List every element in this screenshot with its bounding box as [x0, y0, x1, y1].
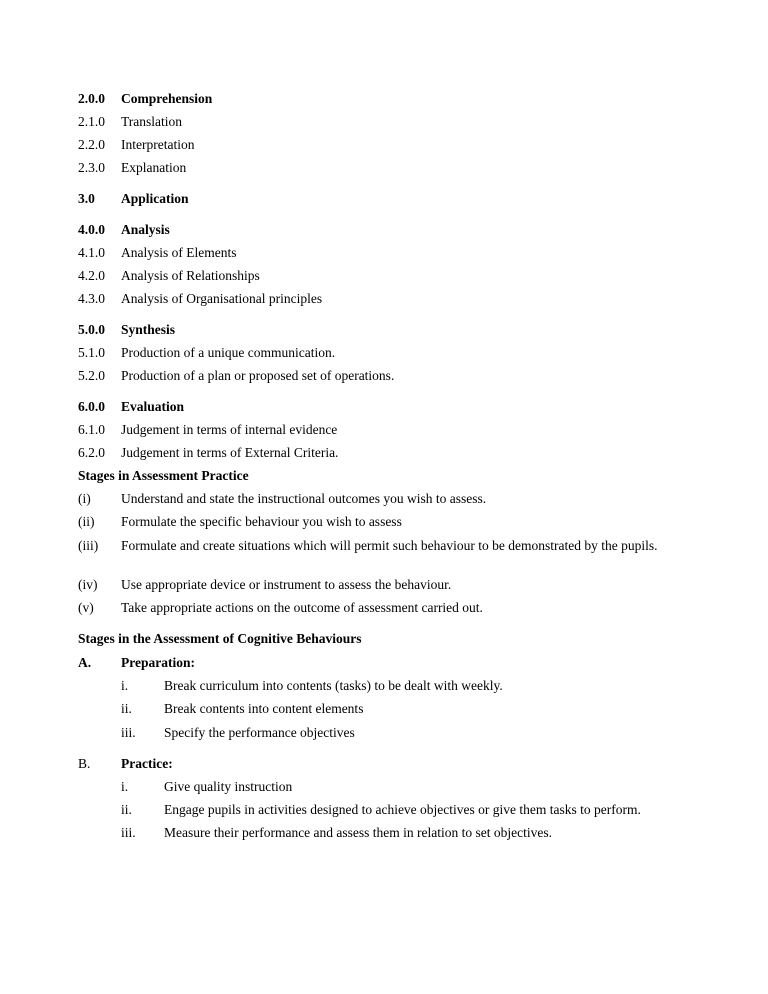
item-number: iii. [121, 825, 136, 840]
taxonomy-row [78, 160, 698, 176]
item-number: i. [121, 779, 129, 794]
stage-number: (iv) [78, 577, 98, 592]
row-text: Explanation [121, 160, 187, 175]
item-text: Give quality instruction [164, 779, 293, 794]
taxonomy-row [78, 114, 698, 130]
row-text: Application [121, 191, 189, 206]
row-text: Analysis of Organisational principles [121, 291, 323, 306]
stage-number: (i) [78, 491, 91, 506]
stage-number: (v) [78, 600, 94, 615]
row-text: Judgement in terms of External Criteria. [121, 445, 339, 460]
row-text: Analysis of Relationships [121, 268, 260, 283]
cognitive-heading: Stages in the Assessment of Cognitive Behaviours [78, 631, 362, 646]
stage-text: Use appropriate device or instrument to assess the behaviour. [121, 577, 452, 592]
taxonomy-row [78, 222, 698, 238]
section-a-item [78, 725, 698, 741]
item-text: Specify the performance objectives [164, 725, 355, 740]
item-text: Break curriculum into contents (tasks) to be dealt with weekly. [164, 678, 503, 693]
row-text: Synthesis [121, 322, 176, 337]
row-text: Comprehension [121, 91, 213, 106]
row-text: Production of a plan or proposed set of operations. [121, 368, 395, 383]
item-number: i. [121, 678, 129, 693]
stage-text: Take appropriate actions on the outcome of assessment carried out. [121, 600, 483, 615]
stage-text: Understand and state the instructional outcomes you wish to assess. [121, 491, 487, 506]
practice-stage [78, 600, 698, 616]
section-b-item [78, 779, 698, 795]
taxonomy-row [78, 322, 698, 338]
stage-number: (iii) [78, 538, 99, 553]
section-a-item [78, 678, 698, 694]
stage-number: (ii) [78, 514, 95, 529]
row-text: Production of a unique communication. [121, 345, 336, 360]
row-number: 5.2.0 [78, 368, 105, 383]
row-text: Analysis of Elements [121, 245, 237, 260]
section-a-header [78, 655, 698, 671]
taxonomy-row [78, 245, 698, 261]
section-letter: A. [78, 655, 92, 670]
stage-text: Formulate and create situations which will permit such behaviour to be demonstrated by the pupils. [121, 538, 658, 553]
taxonomy-row [78, 368, 698, 384]
stage-text: Formulate the specific behaviour you wish to assess [121, 514, 402, 529]
row-number: 3.0 [78, 191, 95, 206]
taxonomy-row [78, 445, 698, 461]
section-b-item [78, 825, 698, 841]
row-number: 6.0.0 [78, 399, 105, 414]
item-text: Break contents into content elements [164, 701, 364, 716]
section-a-item [78, 701, 698, 717]
row-text: Judgement in terms of internal evidence [121, 422, 338, 437]
taxonomy-row [78, 345, 698, 361]
row-number: 2.0.0 [78, 91, 105, 106]
row-number: 6.1.0 [78, 422, 105, 437]
section-b-header [78, 756, 698, 772]
item-text: Measure their performance and assess them in relation to set objectives. [164, 825, 552, 840]
row-number: 4.2.0 [78, 268, 105, 283]
practice-stage [78, 577, 698, 593]
row-number: 4.0.0 [78, 222, 105, 237]
practice-stage [78, 514, 698, 530]
row-number: 4.3.0 [78, 291, 105, 306]
section-title: Practice: [121, 756, 173, 771]
practice-heading: Stages in Assessment Practice [78, 468, 249, 483]
row-text: Translation [121, 114, 183, 129]
row-number: 2.1.0 [78, 114, 105, 129]
section-b-item [78, 802, 698, 818]
item-number: ii. [121, 802, 132, 817]
row-number: 6.2.0 [78, 445, 105, 460]
section-title: Preparation: [121, 655, 195, 670]
taxonomy-row [78, 91, 698, 107]
taxonomy-row [78, 137, 698, 153]
practice-stage [78, 491, 698, 507]
row-number: 2.2.0 [78, 137, 105, 152]
row-text: Analysis [121, 222, 170, 237]
row-number: 4.1.0 [78, 245, 105, 260]
row-number: 5.0.0 [78, 322, 105, 337]
row-number: 2.3.0 [78, 160, 105, 175]
taxonomy-row [78, 422, 698, 438]
item-number: ii. [121, 701, 132, 716]
practice-stage [78, 538, 698, 554]
row-number: 5.1.0 [78, 345, 105, 360]
item-text: Engage pupils in activities designed to achieve objectives or give them tasks to perform. [164, 802, 641, 817]
item-number: iii. [121, 725, 136, 740]
taxonomy-row [78, 291, 698, 307]
taxonomy-row [78, 268, 698, 284]
taxonomy-row [78, 191, 698, 207]
section-letter: B. [78, 756, 91, 771]
row-text: Evaluation [121, 399, 185, 414]
taxonomy-row [78, 399, 698, 415]
row-text: Interpretation [121, 137, 195, 152]
